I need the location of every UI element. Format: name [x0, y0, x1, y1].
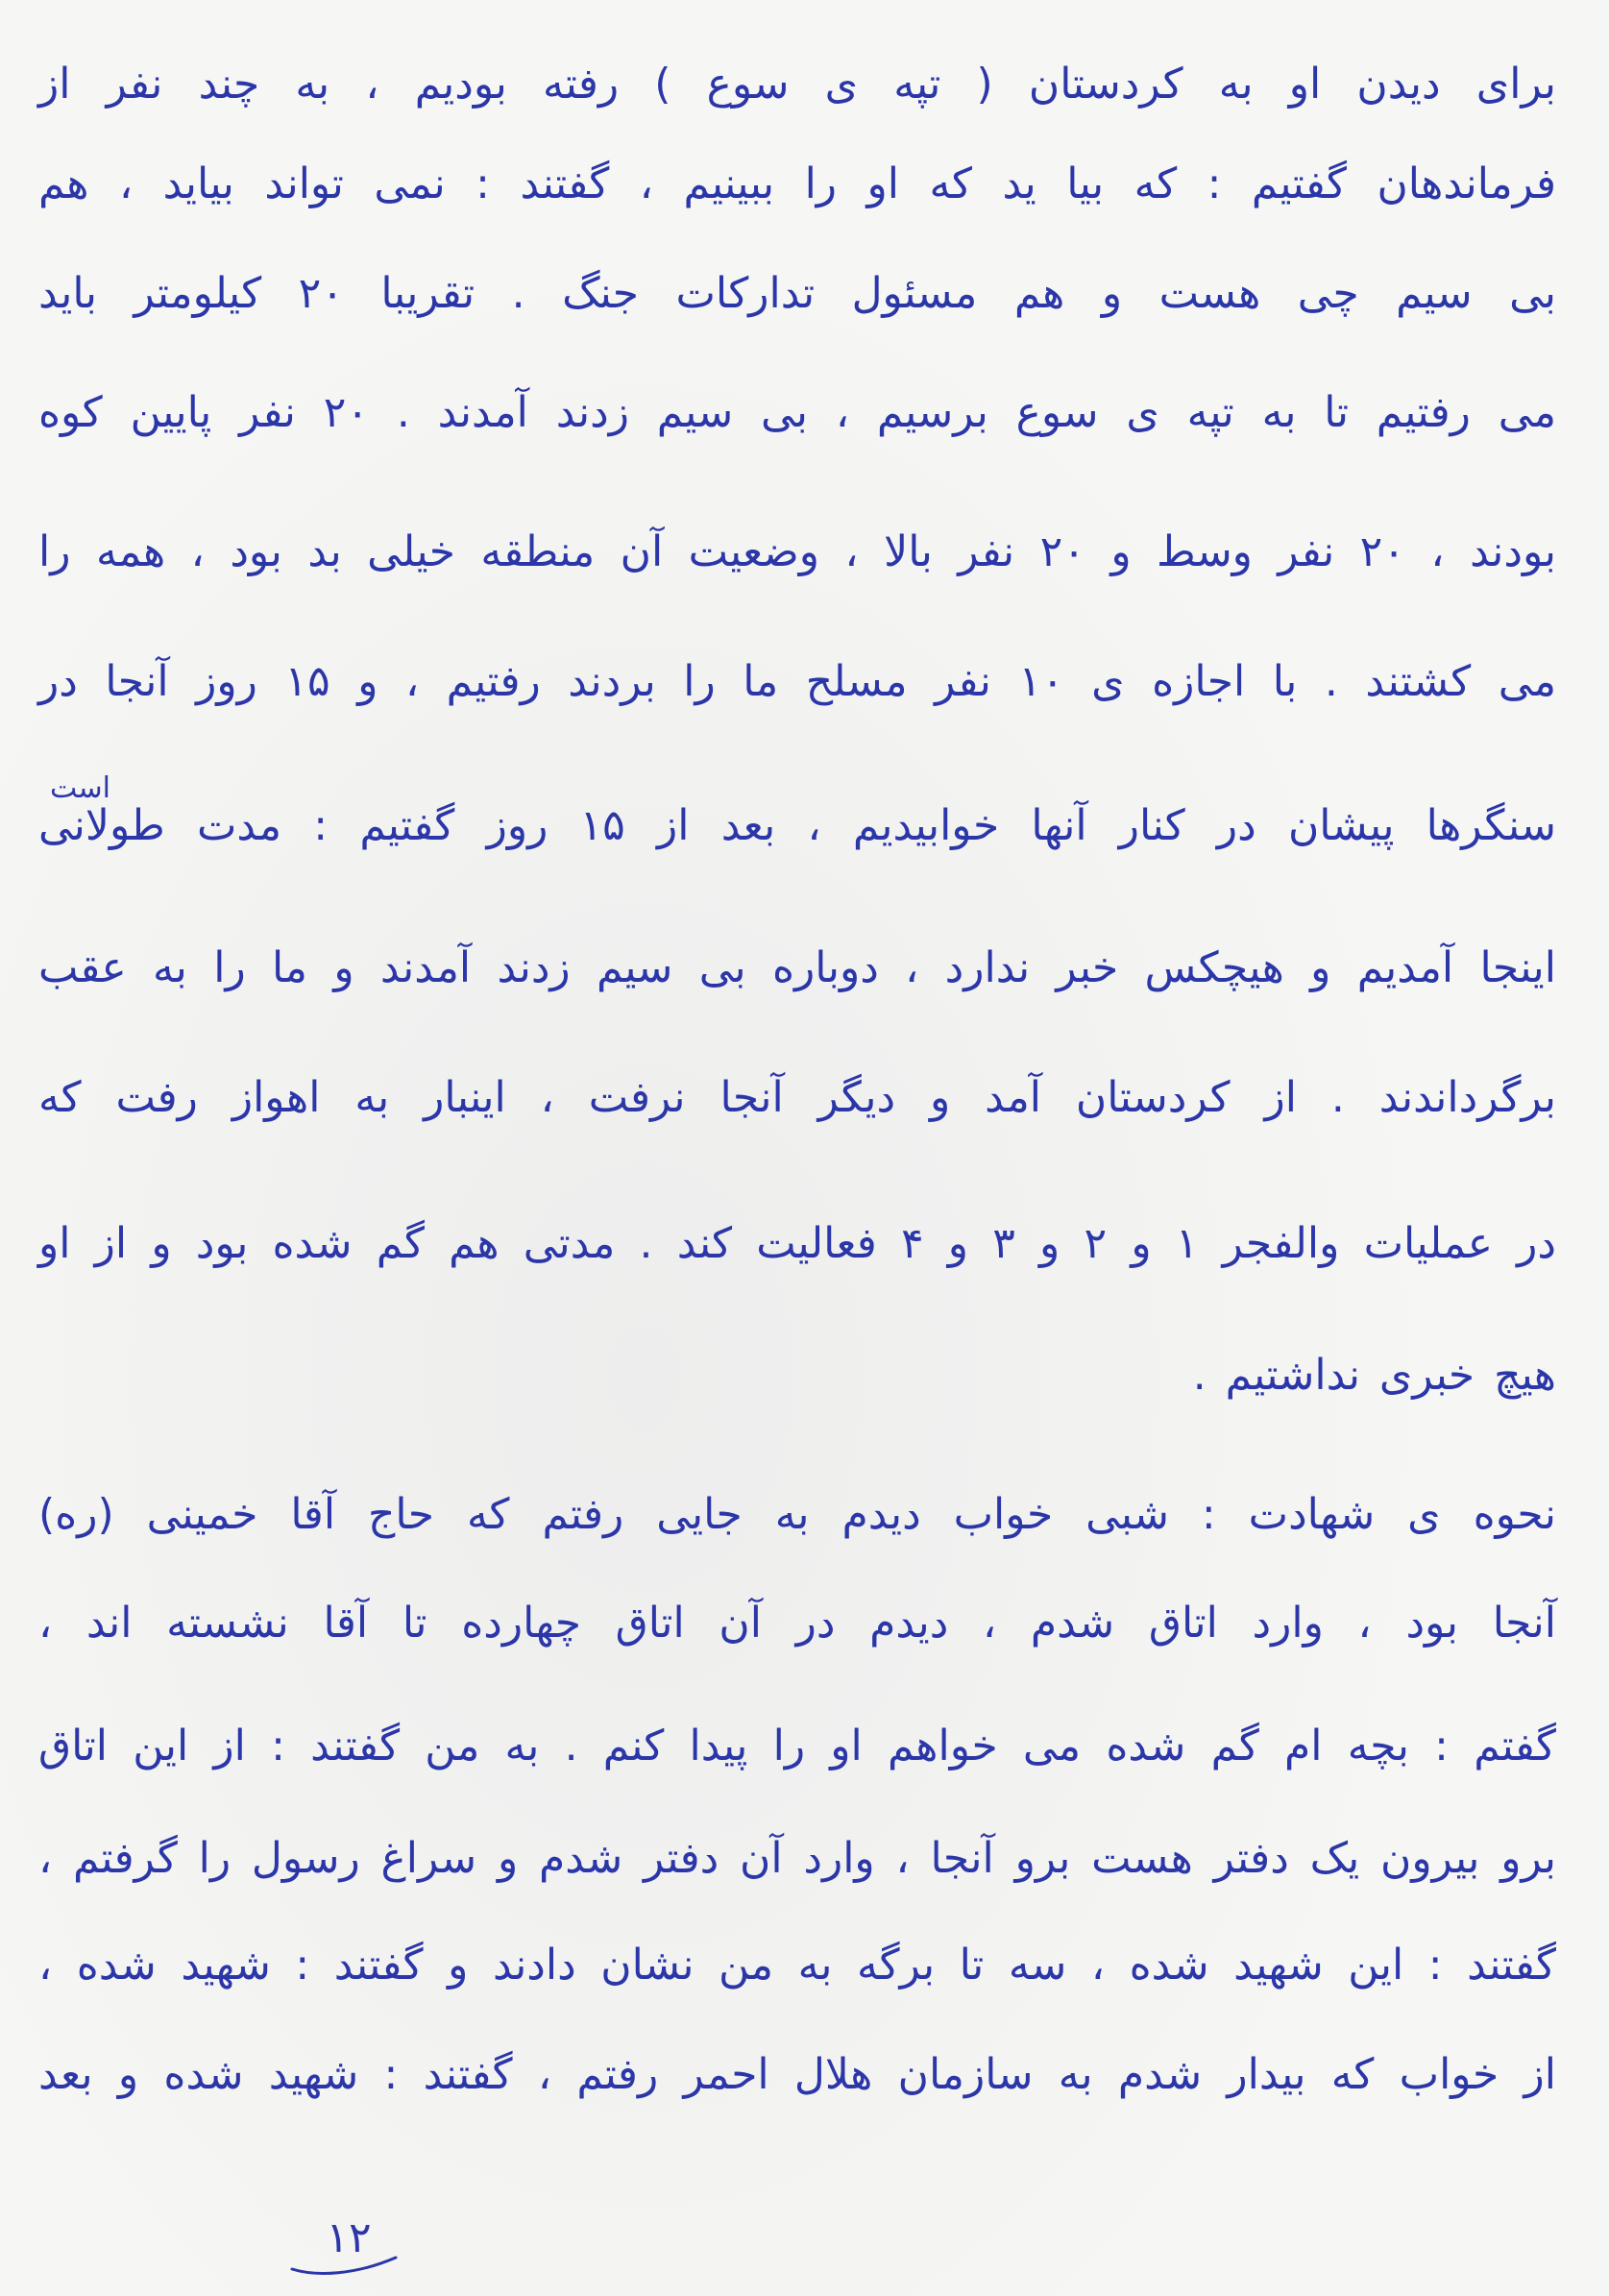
- text-line-6: می کشتند . با اجازه ی ۱۰ نفر مسلح ما را بردند رفتیم ، و ۱۵ روز آنجا در: [38, 657, 1557, 706]
- text-line-17: از خواب که بیدار شدم به سازمان هلال احمر رفتم ، گفتند : شهید شده و بعد: [38, 2050, 1556, 2099]
- text-line-5: بودند ، ۲۰ نفر وسط و ۲۰ نفر بالا ، وضعیت آن منطقه خیلی بد بود ، همه را: [38, 527, 1556, 576]
- text-line-14: گفتم : بچه ام گم شده می خواهم او را پیدا کنم . به من گفتند : از این اتاق: [38, 1722, 1556, 1771]
- text-line-11: هیچ خبری نداشتیم .: [1192, 1351, 1556, 1400]
- text-line-9: برگرداندند . از کردستان آمد و دیگر آنجا نرفت ، اینبار به اهواز رفت که: [38, 1073, 1556, 1122]
- page-number-underline-icon: [288, 2248, 403, 2277]
- text-line-13: آنجا بود ، وارد اتاق شدم ، دیدم در آن اتاق چهارده تا آقا نشسته اند ،: [38, 1599, 1556, 1648]
- text-line-4: می رفتیم تا به تپه ی سوع برسیم ، بی سیم زدند آمدند . ۲۰ نفر پایین کوه: [38, 388, 1557, 437]
- text-line-16: گفتند : این شهید شده ، سه تا برگه به من نشان دادند و گفتند : شهید شده ،: [38, 1941, 1556, 1990]
- text-line-3: بی سیم چی هست و هم مسئول تدارکات جنگ . تقریبا ۲۰ کیلومتر باید: [38, 269, 1556, 318]
- text-line-8: اینجا آمدیم و هیچکس خبر ندارد ، دوباره بی سیم زدند آمدند و ما را به عقب: [38, 943, 1556, 992]
- text-line-1: برای دیدن او به کردستان ( تپه ی سوع ) رفته بودیم ، به چند نفر از: [38, 60, 1556, 109]
- page-number: ۱۲: [326, 2213, 372, 2262]
- text-line-10: در عملیات والفجر ۱ و ۲ و ۳ و ۴ فعالیت کند . مدتی هم گم شده بود و از او: [38, 1219, 1556, 1268]
- text-line-12: نحوه ی شهادت : شبی خواب دیدم به جایی رفتم که حاج آقا خمینی (ره): [38, 1490, 1556, 1539]
- text-line-7: سنگرها پیشان در کنار آنها خوابیدیم ، بعد از ۱۵ روز گفتیم : مدت طولانی: [38, 801, 1556, 850]
- text-line-2: فرماندهان گفتیم : که بیا ید که او را ببینیم ، گفتند : نمی تواند بیاید ، هم: [38, 159, 1556, 208]
- text-line-15: برو بیرون یک دفتر هست برو آنجا ، وارد آن دفتر شدم و سراغ رسول را گرفتم ،: [38, 1834, 1556, 1883]
- margin-note: است: [50, 771, 110, 805]
